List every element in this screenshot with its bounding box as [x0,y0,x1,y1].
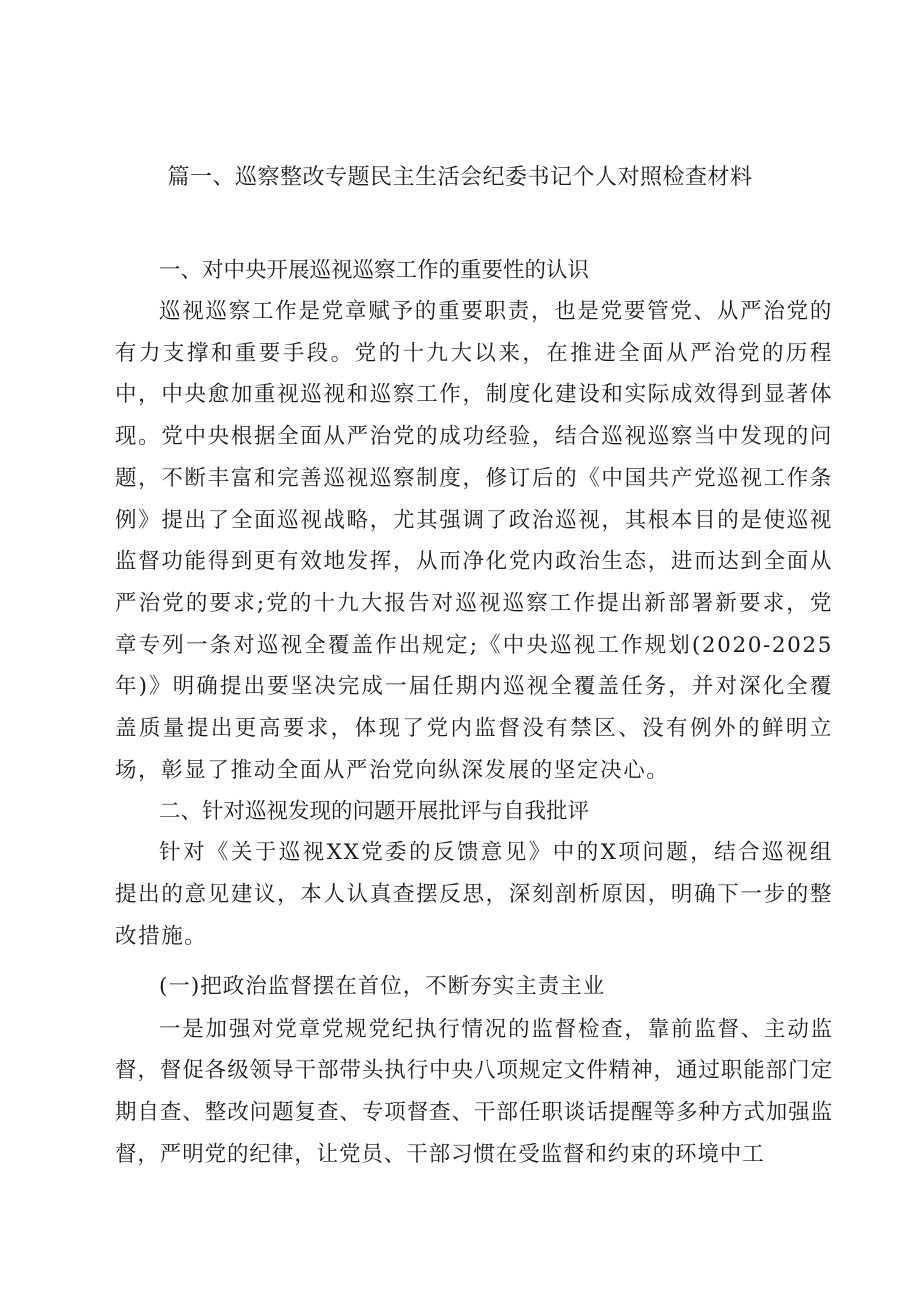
subsection-1-heading: (一)把政治监督摆在首位，不断夯实主责主业 [159,973,606,999]
section-2-heading: 二、针对巡视发现的问题开展批评与自我批评 [159,799,590,825]
document-title: 篇一、巡察整改专题民主生活会纪委书记个人对照检查材料 [167,165,753,190]
section-2-paragraph: 针对《关于巡视XX党委的反馈意见》中的X项问题，结合巡视组提出的意见建议，本人认真查摆反思，深刻剖析原因，明确下一步的整改措施。 [115,840,833,949]
document-body [115,250,833,1175]
subsection-1-paragraph: 一是加强对党章党规党纪执行情况的监督检查，靠前监督、主动监督，督促各级领导干部带头执行中央八项规定文件精神，通过职能部门定期自查、整改问题复查、专项督查、干部任职谈话提醒等多种方式加强监督，严明党的纪律，让党员、干部习惯在受监督和约束的环境中工 [115,1016,833,1167]
section-1-paragraph: 巡视巡察工作是党章赋予的重要职责，也是党要管党、从严治党的有力支撑和重要手段。党的十九大以来，在推进全面从严治党的历程中，中央愈加重视巡视和巡察工作，制度化建设和实际成效得到显著体现。党中央根据全面从严治党的成功经验，结合巡视巡察当中发现的问题，不断丰富和完善巡视巡察制度，修订后的《中国共产党巡视工作条例》提出了全面巡视战略，尤其强调了政治巡视，其根本目的是使巡视监督功能得到更有效地发挥，从而净化党内政治生态，进而达到全面从严治党的要求;党的十九大报告对巡视巡察工作提出新部署新要求，党章专列一条对巡视全覆盖作出规定;《中央巡视工作规划(2020-2025年)》明确提出要坚决完成一届任期内巡视全覆盖任务，并对深化全覆盖质量提出更高要求，体现了党内监督没有禁区、没有例外的鲜明立场，彰显了推动全面从严治党向纵深发展的坚定决心。 [115,299,833,783]
section-1-heading: 一、对中央开展巡视巡察工作的重要性的认识 [159,258,590,283]
